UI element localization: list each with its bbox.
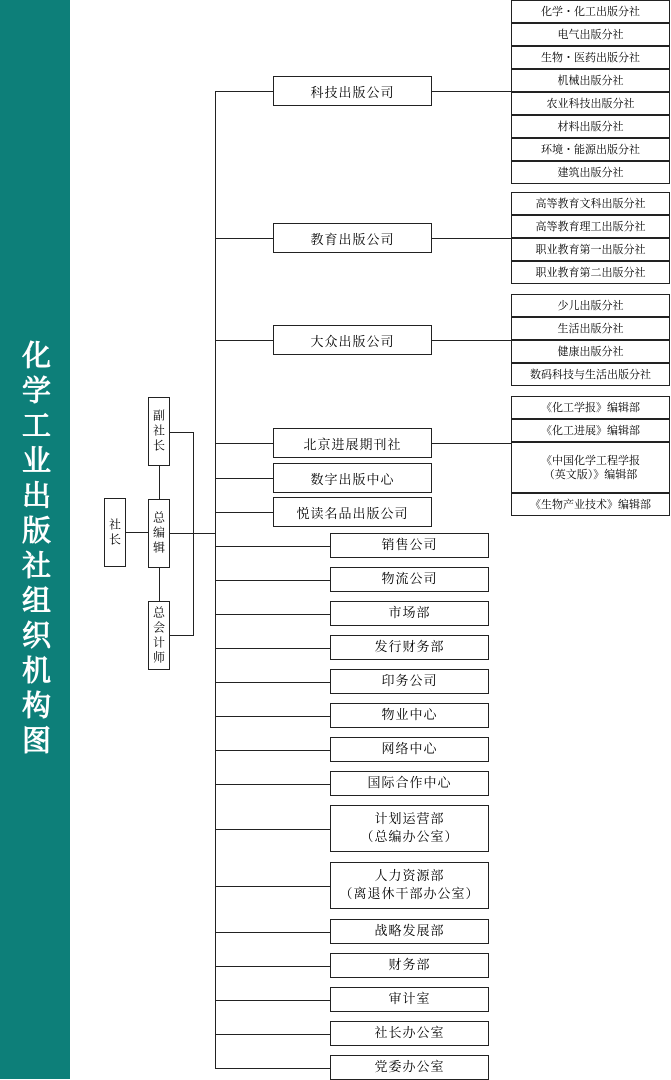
subsidiary-box <box>511 92 670 115</box>
subsidiary-box <box>511 294 670 317</box>
subsidiary-box <box>511 115 670 138</box>
company-box-label: 北京进展期刊社 <box>303 437 402 453</box>
subsidiary-box-label: 职业教育第一出版分社 <box>535 242 646 256</box>
department-box <box>330 567 489 592</box>
connector <box>215 478 273 479</box>
department-box <box>330 1055 489 1080</box>
subsidiary-box <box>511 419 670 442</box>
department-box <box>330 635 489 660</box>
subsidiary-box <box>511 261 670 284</box>
connector <box>215 614 330 615</box>
department-box-label: 计划运营部 （总编办公室） <box>360 811 459 845</box>
connector <box>215 580 330 581</box>
company-box-label: 教育出版公司 <box>310 232 395 248</box>
department-box-label: 市场部 <box>388 605 431 621</box>
department-box-label: 审计室 <box>388 991 431 1007</box>
company-box-label: 大众出版公司 <box>310 334 395 350</box>
department-box-label: 销售公司 <box>381 537 438 553</box>
connector <box>215 784 330 785</box>
subsidiary-box-label: 化学・化工出版分社 <box>541 4 640 18</box>
connector <box>215 1000 330 1001</box>
department-box-label: 人力资源部 （离退休干部办公室） <box>339 868 480 902</box>
subsidiary-box-label: 环境・能源出版分社 <box>541 142 640 156</box>
connector <box>215 512 273 513</box>
connector <box>215 966 330 967</box>
department-box <box>330 601 489 626</box>
subsidiary-box <box>511 396 670 419</box>
company-box-label: 科技出版公司 <box>310 85 395 101</box>
connector <box>193 432 194 636</box>
subsidiary-box-label: 《生物产业技术》编辑部 <box>530 497 651 511</box>
connector <box>215 750 330 751</box>
subsidiary-box-label: 高等教育文科出版分社 <box>535 196 646 210</box>
connector <box>432 238 511 239</box>
subsidiary-box-label: 材料出版分社 <box>557 119 624 133</box>
connector <box>215 682 330 683</box>
department-box <box>330 805 489 852</box>
vice-president-box <box>148 397 170 466</box>
connector <box>215 91 216 1069</box>
connector <box>215 238 273 239</box>
subsidiary-box <box>511 46 670 69</box>
subsidiary-box-label: 生物・医药出版分社 <box>541 50 640 64</box>
department-box-label: 战略发展部 <box>374 923 445 939</box>
department-box <box>330 533 489 558</box>
subsidiary-box-label: 电气出版分社 <box>557 27 624 41</box>
connector <box>215 546 330 547</box>
department-box-label: 物流公司 <box>381 571 438 587</box>
department-box <box>330 987 489 1012</box>
department-box <box>330 862 489 909</box>
subsidiary-box <box>511 138 670 161</box>
department-box <box>330 919 489 944</box>
subsidiary-box-label: 《中国化学工程学报 （英文版）》编辑部 <box>541 453 640 481</box>
chief-accountant-box <box>148 601 170 670</box>
editor-in-chief-label: 总编辑 <box>151 511 166 556</box>
connector <box>215 1068 330 1069</box>
connector <box>432 443 511 444</box>
subsidiary-box <box>511 493 670 516</box>
subsidiary-box <box>511 442 670 493</box>
subsidiary-box-label: 职业教育第二出版分社 <box>535 265 646 279</box>
subsidiary-box-label: 机械出版分社 <box>557 73 624 87</box>
connector <box>215 932 330 933</box>
company-box <box>273 325 432 355</box>
subsidiary-box-label: 生活出版分社 <box>557 321 624 335</box>
department-box <box>330 703 489 728</box>
vice-president-label: 副社长 <box>151 409 166 454</box>
subsidiary-box <box>511 340 670 363</box>
connector <box>215 829 330 830</box>
subsidiary-box-label: 少儿出版分社 <box>557 298 624 312</box>
president-label: 社长 <box>107 517 122 548</box>
subsidiary-box-label: 《化工学报》编辑部 <box>541 400 640 414</box>
connector <box>170 533 215 534</box>
subsidiary-box <box>511 363 670 386</box>
subsidiary-box <box>511 317 670 340</box>
company-box <box>273 223 432 253</box>
connector <box>215 340 273 341</box>
subsidiary-box-label: 健康出版分社 <box>557 344 624 358</box>
department-box <box>330 737 489 762</box>
department-box <box>330 771 489 796</box>
department-box-label: 党委办公室 <box>374 1059 445 1075</box>
subsidiary-box <box>511 192 670 215</box>
connector <box>215 648 330 649</box>
company-box <box>273 428 432 458</box>
connector <box>159 466 160 499</box>
department-box-label: 国际合作中心 <box>367 775 452 791</box>
connector <box>215 716 330 717</box>
subsidiary-box <box>511 0 670 23</box>
connector <box>215 443 273 444</box>
subsidiary-box-label: 高等教育理工出版分社 <box>535 219 646 233</box>
title-banner <box>0 0 70 1079</box>
department-box-label: 物业中心 <box>381 707 438 723</box>
department-box-label: 网络中心 <box>381 741 438 757</box>
connector <box>159 568 160 601</box>
department-box-label: 财务部 <box>388 957 431 973</box>
company-box <box>273 76 432 106</box>
company-box-label: 悦读名品出版公司 <box>296 506 409 522</box>
department-box-label: 发行财务部 <box>374 639 445 655</box>
connector <box>432 91 511 92</box>
connector <box>170 432 193 433</box>
subsidiary-box-label: 数码科技与生活出版分社 <box>530 367 651 381</box>
company-box <box>273 497 432 527</box>
company-box-label: 数字出版中心 <box>310 472 395 488</box>
editor-in-chief-box <box>148 499 170 568</box>
subsidiary-box <box>511 238 670 261</box>
subsidiary-box-label: 农业科技出版分社 <box>546 96 635 110</box>
chart-title: 化学工业出版社组织机构图 <box>18 339 52 760</box>
subsidiary-box <box>511 161 670 184</box>
connector <box>432 340 511 341</box>
department-box <box>330 669 489 694</box>
connector <box>215 91 273 92</box>
company-box <box>273 463 432 493</box>
subsidiary-box <box>511 215 670 238</box>
subsidiary-box <box>511 69 670 92</box>
department-box-label: 社长办公室 <box>374 1025 445 1041</box>
department-box <box>330 1021 489 1046</box>
subsidiary-box-label: 建筑出版分社 <box>557 165 624 179</box>
connector <box>215 886 330 887</box>
department-box <box>330 953 489 978</box>
connector <box>170 635 193 636</box>
subsidiary-box-label: 《化工进展》编辑部 <box>541 423 640 437</box>
subsidiary-box <box>511 23 670 46</box>
connector <box>215 1034 330 1035</box>
chief-accountant-label: 总会计师 <box>151 605 166 666</box>
connector <box>126 532 148 533</box>
department-box-label: 印务公司 <box>381 673 438 689</box>
president-box <box>104 498 126 567</box>
